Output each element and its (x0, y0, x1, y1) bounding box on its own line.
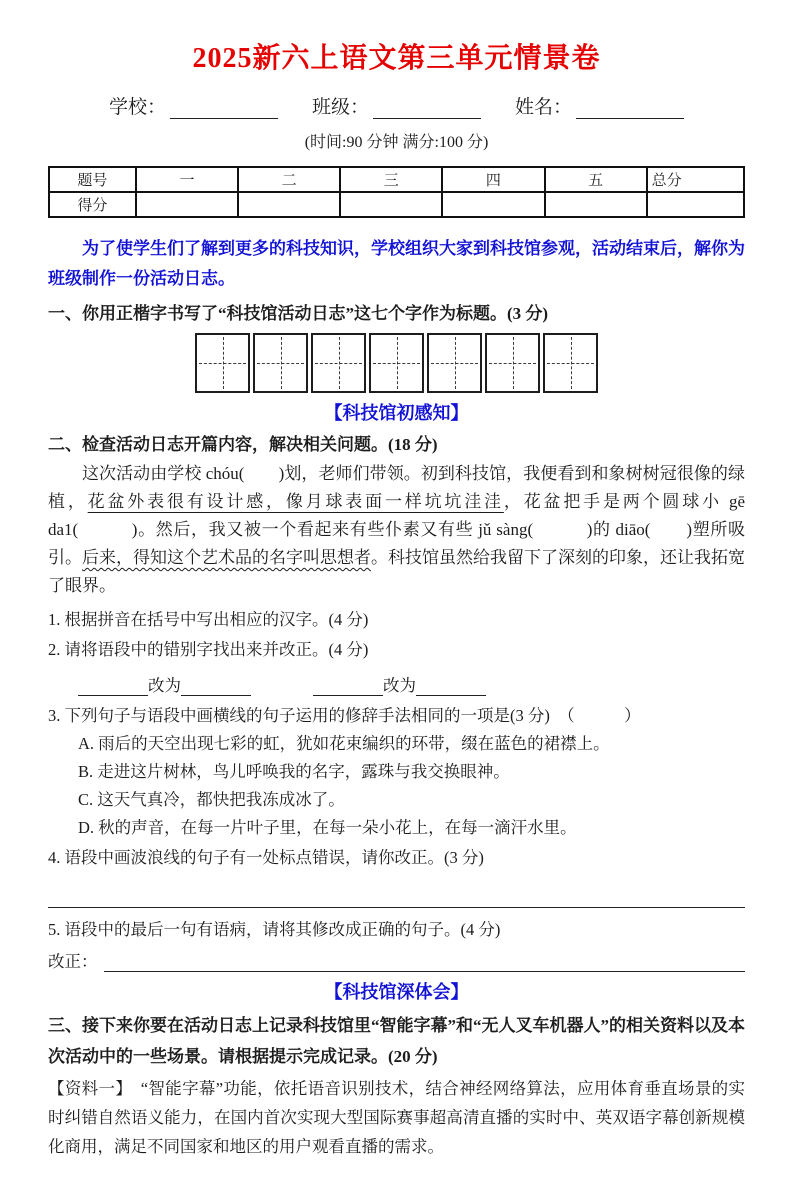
material-one-paragraph: 【资料一】 “智能字幕”功能，依托语音识别技术，结合神经网络算法，应用体育垂直场景的实时纠错自然语义能力，在国内首次实现大型国际赛事超高清直播的实时中、英双语字幕创新规模化商用，满足不同国家和地区的用户观看直播的需求。 (48, 1079, 745, 1156)
question-4-answer-line (48, 878, 745, 908)
writing-box (369, 333, 424, 393)
writing-box (427, 333, 482, 393)
score-header-cell: 三 (340, 167, 442, 192)
score-header-cell: 二 (238, 167, 340, 192)
question-3-options (48, 730, 745, 842)
score-table-score-row (49, 192, 744, 217)
writing-box (195, 333, 250, 393)
score-cell-empty (340, 192, 442, 217)
question-5-answer-row (48, 948, 745, 972)
school-field (109, 92, 278, 119)
option-b: B. 走进这片树林，鸟儿呼唤我的名字，露珠与我交换眼神。 (78, 762, 510, 781)
score-table (48, 166, 745, 218)
option-a: A. 雨后的天空出现七彩的虹，犹如花束编织的环带，缀在蓝色的裙襟上。 (78, 734, 610, 753)
change-to-label: 改为 (148, 676, 181, 695)
question-3: 3. 下列句子与语段中画横线的句子运用的修辞手法相同的一项是(3 分) （ ） (48, 706, 641, 725)
question-1: 1. 根据拼音在括号中写出相应的汉字。(4 分) (48, 610, 369, 629)
score-table-header-row (49, 167, 744, 192)
section-two-title: 二、检查活动日志开篇内容，解决相关问题。(18 分) (48, 435, 438, 454)
score-cell-empty (647, 192, 744, 217)
score-cell-empty (442, 192, 544, 217)
writing-box (485, 333, 540, 393)
fix-label: 改正： (48, 952, 98, 971)
score-header-cell: 四 (442, 167, 544, 192)
question-2: 2. 请将语段中的错别字找出来并改正。(4 分) (48, 640, 369, 659)
name-field (515, 92, 684, 119)
class-field (312, 92, 481, 119)
section-one-title: 一、你用正楷字书写了“科技馆活动日志”这七个字作为标题。(3 分) (48, 304, 549, 323)
score-row-label: 得分 (49, 192, 136, 217)
school-blank (170, 97, 278, 119)
passage-wavy-segment: 后来，得知这个艺术品的名字叫思想者 (82, 548, 371, 567)
school-label: 学校： (108, 97, 166, 118)
banner-deep-experience: 【科技馆深体会】 (324, 982, 469, 1002)
question-5: 5. 语段中的最后一句有语病，请将其修改成正确的句子。(4 分) (48, 920, 501, 939)
writing-grid-row (48, 333, 745, 393)
passage-segment: 这次活动由学校 chóu( )划，老师们带领。初到科技馆，我便看到和象树树冠很像的绿植， (48, 464, 745, 511)
score-header-cell: 五 (545, 167, 647, 192)
option-c: C. 这天气真冷，都快把我冻成冰了。 (78, 790, 345, 809)
writing-box (543, 333, 598, 393)
writing-box (253, 333, 308, 393)
passage-segment: ，花盆把手是两个圆球小 gē da1( )。然后，我又被一个看起来有些仆素又有些 jǔ sàng( )的 diāo( )塑所吸引。 (48, 492, 746, 567)
section-three-title: 三、接下来你要在活动日志上记录科技馆里“智能字幕”和“无人叉车机器人”的相关资料以及本次活动中的一些场景。请根据提示完成记录。(20 分) (48, 1016, 745, 1066)
class-label: 班级： (311, 97, 369, 118)
student-info-row (48, 92, 745, 119)
page-title: 2025新六上语文第三单元情景卷 (192, 43, 601, 74)
reading-passage (48, 460, 745, 600)
score-cell-empty (136, 192, 238, 217)
writing-box (311, 333, 366, 393)
exam-meta: (时间:90 分钟 满分:100 分) (304, 134, 489, 151)
answer-blank (313, 676, 383, 696)
change-to-label: 改为 (383, 676, 416, 695)
class-blank (373, 97, 481, 119)
answer-line (104, 950, 746, 972)
score-cell-empty (545, 192, 647, 217)
score-header-cell: 一 (136, 167, 238, 192)
score-header-cell: 题号 (49, 167, 136, 192)
name-blank (576, 97, 684, 119)
passage-segment: 。科技馆虽然给我留下了深刻的印象，还让我拓宽了眼界。 (48, 548, 745, 595)
answer-blank (416, 676, 486, 696)
answer-blank (78, 676, 148, 696)
scenario-intro: 为了使学生们了解到更多的科技知识，学校组织大家到科技馆参观，活动结束后，解你为班级制作一份活动日志。 (48, 239, 745, 288)
answer-blank (181, 676, 251, 696)
name-label: 姓名： (515, 97, 573, 118)
score-header-cell: 总分 (647, 167, 744, 192)
option-d: D. 秋的声音，在每一片叶子里，在每一朵小花上，在每一滴汗水里。 (78, 818, 577, 837)
question-2-answer-blanks (48, 672, 745, 696)
banner-first-impression: 【科技馆初感知】 (324, 403, 469, 423)
score-cell-empty (238, 192, 340, 217)
question-4: 4. 语段中画波浪线的句子有一处标点错误，请你改正。(3 分) (48, 848, 484, 867)
passage-underlined-segment: 花盆外表很有设计感，像月球表面一样坑坑洼洼 (87, 492, 504, 511)
